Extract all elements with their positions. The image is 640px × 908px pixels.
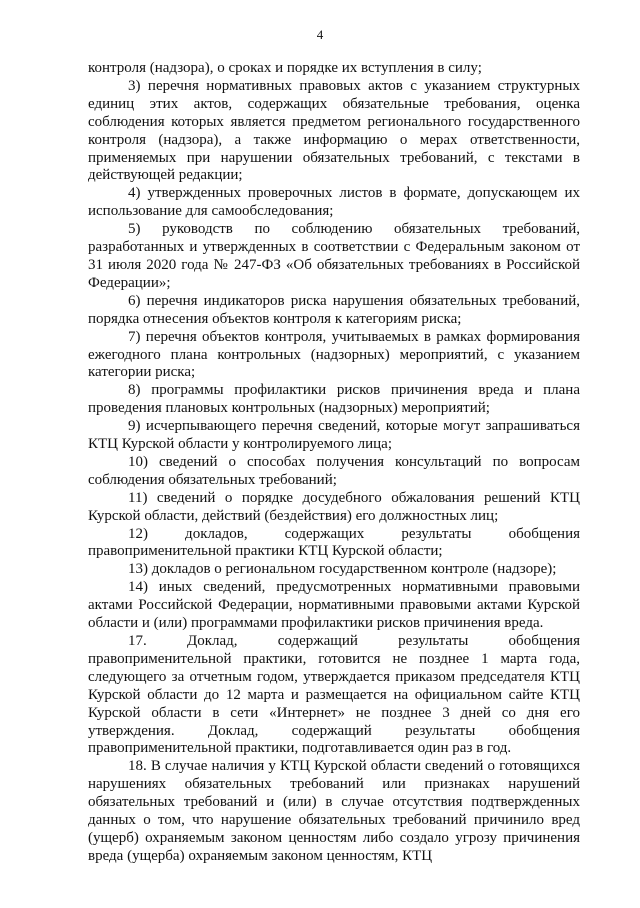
paragraph-item-14: 14) иных сведений, предусмотренных нормативными правовыми актами Российской Федерации, нормативными правовыми актами Курской области и (или) программами профилактики рисков причинения вреда. — [88, 579, 580, 632]
page-number: 4 — [316, 27, 324, 42]
paragraph-item-5: 5) руководств по соблюдению обязательных требований, разработанных и утвержденных в соответствии с Федеральным законом от 31 июля 2020 года № 247-ФЗ «Об обязательных требованиях в Российской Федерации»; — [88, 221, 580, 291]
paragraph-item-4: 4) утвержденных проверочных листов в формате, допускающем их использование для самообследования; — [88, 185, 580, 220]
paragraph-item-8: 8) программы профилактики рисков причинения вреда и плана проведения плановых контрольных (надзорных) мероприятий; — [88, 382, 580, 417]
paragraph-item-3: 3) перечня нормативных правовых актов с указанием структурных единиц этих актов, содержащих обязательные требования, оценка соблюдения которых является предметом регионального государственного контроля (надзора), а также информацию о мерах ответственности, применяемых при нарушении обязательных требований, с текстами в действующей редакции; — [88, 77, 580, 184]
paragraph-item-6: 6) перечня индикаторов риска нарушения обязательных требований, порядка отнесения объектов контроля к категориям риска; — [88, 292, 580, 327]
paragraph-item-9: 9) исчерпывающего перечня сведений, которые могут запрашиваться КТЦ Курской области у контролируемого лица; — [88, 418, 580, 453]
paragraph-item-12: 12) докладов, содержащих результаты обобщения правоприменительной практики КТЦ Курской области; — [88, 525, 580, 560]
paragraph-section-17: 17. Доклад, содержащий результаты обобщения правоприменительной практики, готовится не позднее 1 марта года, следующего за отчетным годом, утверждается приказом председателя КТЦ Курской области до 12 марта и размещается на официальном сайте КТЦ Курской области в сети «Интернет» не позднее 3 дней со дня его утверждения. Доклад, содержащий результаты обобщения правоприменительной практики, подготавливается один раз в год. — [88, 633, 580, 757]
paragraph-item-11: 11) сведений о порядке досудебного обжалования решений КТЦ Курской области, действий (бездействия) его должностных лиц; — [88, 489, 580, 524]
paragraph-item-13: 13) докладов о региональном государственном контроле (надзоре); — [128, 561, 557, 578]
paragraph-continuation: контроля (надзора), о сроках и порядке их вступления в силу; — [88, 60, 482, 76]
document-body — [88, 60, 580, 866]
paragraph-item-7: 7) перечня объектов контроля, учитываемых в рамках формирования ежегодного плана контрольных (надзорных) мероприятий, с указанием категории риска; — [88, 328, 580, 381]
paragraph-section-18: 18. В случае наличия у КТЦ Курской области сведений о готовящихся нарушениях обязательных требований или признаках нарушений обязательных требований и (или) в случае отсутствия подтвержденных данных о том, что нарушение обязательных требований причинило вред (ущерб) охраняемым законом ценностям либо создало угрозу причинения вреда (ущерба) охраняемым законом ценностям, КТЦ — [88, 758, 580, 864]
paragraph-item-10: 10) сведений о способах получения консультаций по вопросам соблюдения обязательных требований; — [88, 453, 580, 488]
